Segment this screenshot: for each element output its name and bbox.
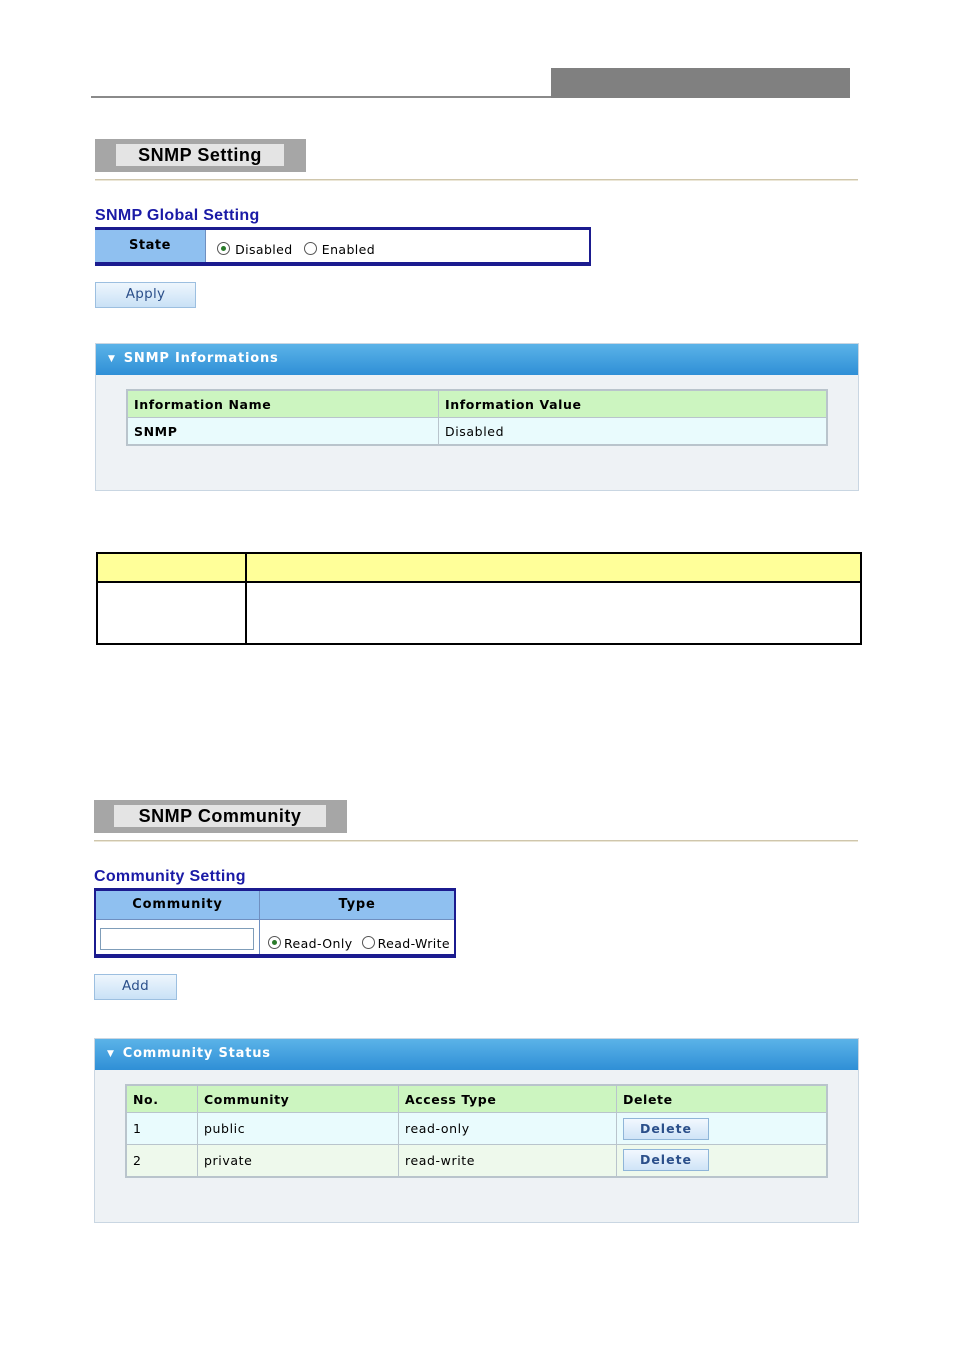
info-name-cell: SNMP	[127, 418, 439, 446]
community-name: public	[198, 1113, 399, 1145]
header-bar	[551, 68, 850, 98]
community-status-table	[125, 1084, 828, 1178]
global-setting-title: SNMP Global Setting	[95, 207, 260, 224]
state-label: State	[95, 230, 206, 262]
row-number: 2	[126, 1145, 198, 1177]
section-title: SNMP Setting	[116, 144, 284, 166]
delete-cell	[617, 1145, 828, 1177]
table-header-row	[127, 390, 827, 418]
radio-enabled-label[interactable]: Enabled	[321, 242, 376, 257]
community-status-panel-header[interactable]	[95, 1039, 858, 1070]
type-column-header: Type	[260, 891, 454, 919]
triangle-down-icon[interactable]: ▼	[107, 1049, 115, 1059]
column-header: Access Type	[399, 1085, 617, 1113]
radio-read-only[interactable]	[268, 936, 281, 949]
column-header: Information Value	[439, 390, 828, 418]
snmp-info-table	[126, 389, 828, 446]
section-divider	[95, 179, 858, 181]
radio-read-write-label[interactable]: Read-Write	[377, 936, 451, 951]
column-header: No.	[126, 1085, 198, 1113]
snmp-info-panel	[95, 343, 859, 491]
section-title-box-snmp-setting	[95, 139, 306, 172]
access-type: read-only	[399, 1113, 617, 1145]
radio-disabled[interactable]	[217, 242, 230, 255]
section-divider	[94, 840, 858, 842]
triangle-down-icon[interactable]: ▼	[108, 354, 116, 364]
community-status-panel-title: Community Status	[122, 1046, 271, 1061]
community-status-panel	[94, 1038, 859, 1223]
column-header: Information Name	[127, 390, 439, 418]
community-setting-table	[94, 888, 456, 958]
community-setting-title: Community Setting	[94, 868, 246, 885]
header-rule	[91, 96, 551, 98]
snmp-info-panel-title: SNMP Informations	[123, 351, 279, 366]
section-title-box-snmp-community	[94, 800, 347, 833]
global-setting-table	[95, 227, 591, 266]
apply-button[interactable]: Apply	[95, 282, 196, 308]
radio-enabled[interactable]	[304, 242, 317, 255]
snmp-info-panel-header[interactable]	[96, 344, 858, 375]
column-header: Community	[198, 1085, 399, 1113]
radio-disabled-label[interactable]: Disabled	[235, 242, 293, 257]
community-column-header: Community	[96, 891, 260, 919]
parameter-description-table	[96, 552, 862, 645]
table-row	[126, 1113, 827, 1145]
state-options	[217, 239, 375, 258]
table-header-row	[126, 1085, 827, 1113]
radio-read-write[interactable]	[362, 936, 375, 949]
access-type: read-write	[399, 1145, 617, 1177]
table-row	[127, 418, 827, 446]
add-button[interactable]: Add	[94, 974, 177, 1000]
section-title: SNMP Community	[114, 805, 326, 827]
table-row	[126, 1145, 827, 1177]
delete-button[interactable]: Delete	[623, 1118, 709, 1140]
info-value-cell: Disabled	[439, 418, 828, 446]
delete-button[interactable]: Delete	[623, 1149, 709, 1171]
header-divider	[96, 919, 454, 920]
community-input[interactable]	[100, 928, 254, 950]
column-divider	[245, 554, 247, 643]
type-options	[268, 933, 450, 952]
parameter-table-header	[98, 554, 860, 583]
delete-cell	[617, 1113, 828, 1145]
row-number: 1	[126, 1113, 198, 1145]
radio-read-only-label[interactable]: Read-Only	[284, 936, 353, 951]
column-divider	[259, 891, 260, 954]
column-header: Delete	[617, 1085, 828, 1113]
community-name: private	[198, 1145, 399, 1177]
